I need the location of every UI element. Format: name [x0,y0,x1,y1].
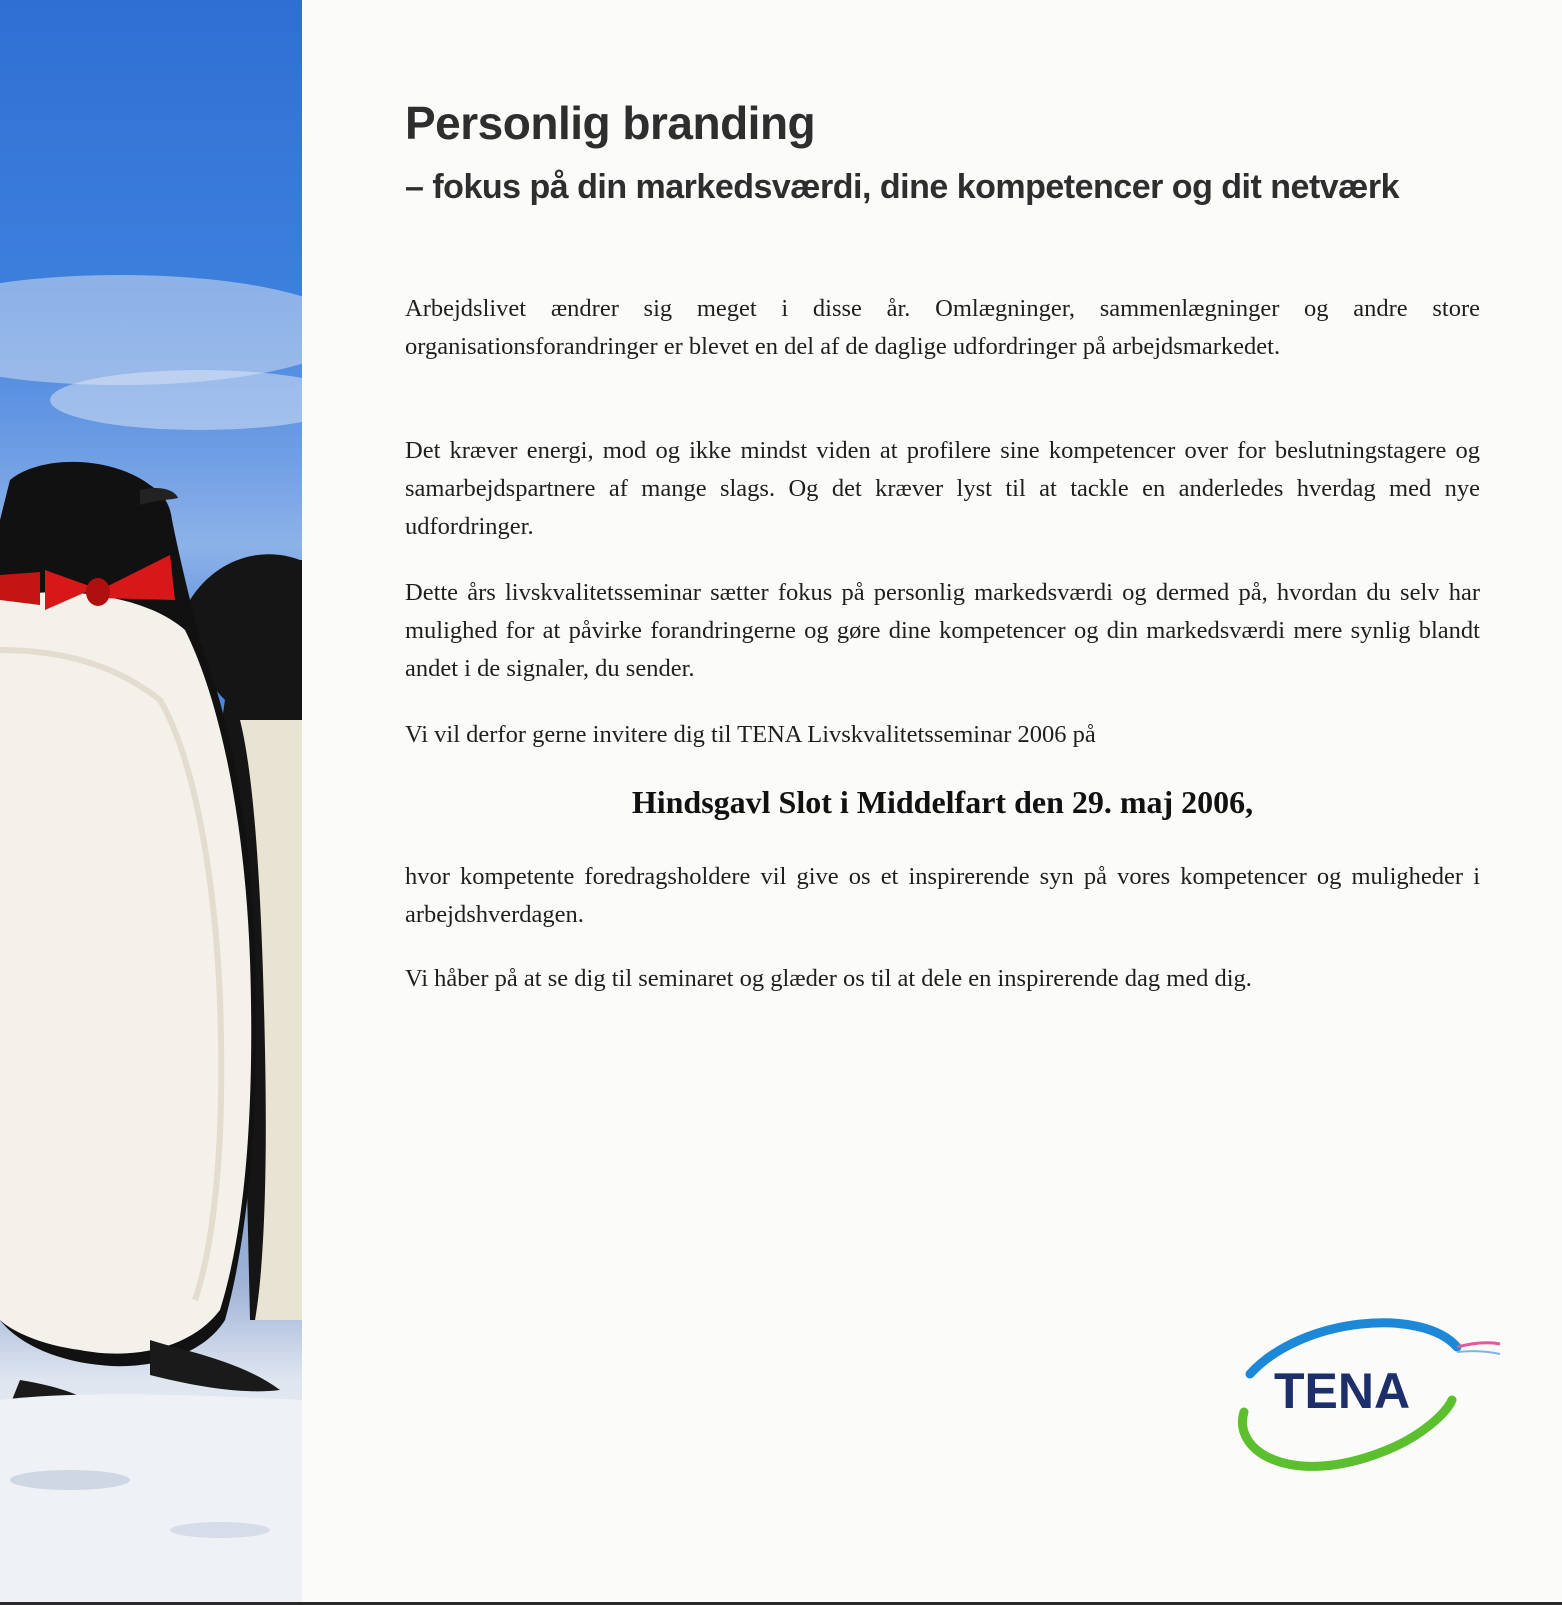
paragraph-5: hvor kompetente foredragsholdere vil give os et inspirerende syn på vores kompetencer og muligheder i arbejdshverdagen. [405,863,1480,928]
page-subtitle: – fokus på din markedsværdi, dine kompetencer og dit netværk [405,168,1400,206]
tena-logo-icon [1232,1312,1502,1482]
event-location-date: Hindsgavl Slot i Middelfart den 29. maj 2006, [631,784,1254,820]
penguin-photo [0,0,302,1605]
paragraph-1: Arbejdslivet ændrer sig meget i disse år. Omlægninger, sammenlægninger og andre store organisationsforandringer er blevet en del af de daglige udfordringer på arbejdsmarkedet. [405,295,1480,360]
paragraph-3: Dette års livskvalitetsseminar sætter fokus på personlig markedsværdi og dermed på, hvordan du selv har mulighed for at påvirke forandringerne og gøre dine kompetencer og din markedsværdi mere synlig blandt andet i de signaler, du sender. [405,579,1480,682]
tena-logo-text: TENA [1273,1363,1411,1419]
page-title: Personlig branding [405,97,816,149]
paragraph-6: Vi håber på at se dig til seminaret og glæder os til at dele en inspirerende dag med dig. [405,965,1252,992]
paragraph-4: Vi vil derfor gerne invitere dig til TENA Livskvalitetsseminar 2006 på [405,721,1096,748]
tena-logo [1232,1312,1502,1482]
penguin-illustration [0,0,302,1605]
paragraph-2: Det kræver energi, mod og ikke mindst viden at profilere sine kompetencer over for beslutningstagere og samarbejdspartnere af mange slags. Og det kræver lyst til at tackle en anderledes hverdag med nye udfordringer. [405,437,1480,540]
